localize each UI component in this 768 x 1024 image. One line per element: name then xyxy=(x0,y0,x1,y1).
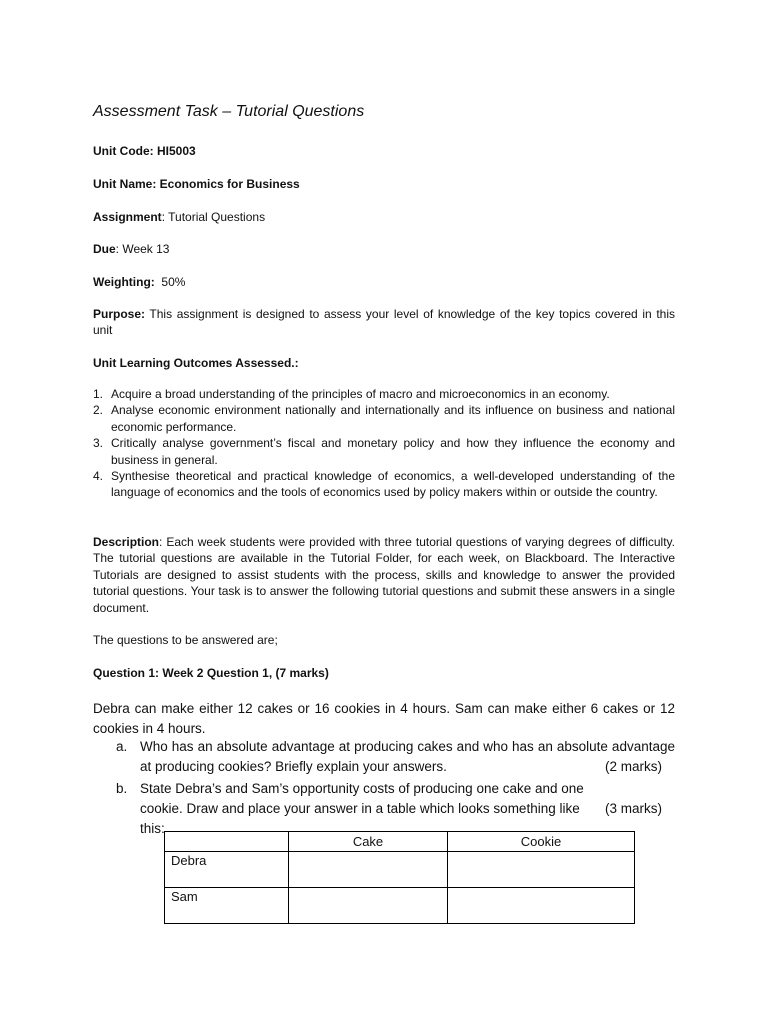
part-text: Who has an absolute advantage at producing cakes and who has an absolute advantage at producing cookies? Briefly explain your answers. xyxy=(140,739,675,774)
weighting-label: Weighting: xyxy=(93,275,155,289)
purpose xyxy=(93,306,675,339)
purpose-label: Purpose: xyxy=(93,307,146,321)
due-value: : Week 13 xyxy=(115,242,170,256)
outcome-text: Critically analyse government’s fiscal and monetary policy and how they influence the economy and business in general. xyxy=(111,436,675,467)
part-marks: (3 marks) xyxy=(605,801,662,816)
table-cell: Debra xyxy=(165,852,289,888)
outcome-number: 1. xyxy=(93,387,104,401)
outcome-item xyxy=(93,468,675,501)
part-letter: b. xyxy=(116,781,128,796)
outcome-number: 2. xyxy=(93,403,104,418)
table-cell xyxy=(289,888,448,924)
description xyxy=(93,534,675,616)
table-cell xyxy=(289,852,448,888)
purpose-value: This assignment is designed to assess your level of knowledge of the key topics covered in this unit xyxy=(93,307,675,338)
outcome-item xyxy=(93,435,675,468)
outcome-text: Synthesise theoretical and practical knowledge of economics, a well-developed understanding of the language of economics and the tools of economics used by policy makers within or outside the country. xyxy=(111,469,675,500)
table-row xyxy=(165,852,635,888)
assignment-label: Assignment xyxy=(93,210,162,224)
outcome-item xyxy=(93,402,675,435)
assignment-value: : Tutorial Questions xyxy=(161,210,266,224)
part-letter: a. xyxy=(116,739,128,754)
part-text: State Debra’s and Sam’s opportunity costs of producing one cake and one cookie. Draw and place your answer in a table which looks something like this: xyxy=(140,781,584,836)
assignment xyxy=(93,209,265,225)
outcomes-heading: Unit Learning Outcomes Assessed.: xyxy=(93,356,299,370)
table-cell: Sam xyxy=(165,888,289,924)
opportunity-cost-table xyxy=(164,831,635,924)
outcome-item xyxy=(93,386,675,402)
due-label: Due xyxy=(93,242,116,256)
description-label: Description xyxy=(93,535,160,549)
table-cell xyxy=(448,852,635,888)
unit-code: Unit Code: HI5003 xyxy=(93,144,196,158)
outcome-text: Analyse economic environment nationally and internationally and its influence on business and national economic performance. xyxy=(111,403,675,434)
weighting-value: 50% xyxy=(154,275,186,289)
table-header-cell: Cake xyxy=(289,832,448,852)
unit-name: Unit Name: Economics for Business xyxy=(93,177,300,191)
question1-part-b xyxy=(116,779,675,839)
outcome-text: Acquire a broad understanding of the principles of macro and microeconomics in an economy. xyxy=(111,387,610,401)
outcomes-list xyxy=(93,386,675,501)
description-value: : Each week students were provided with three tutorial questions of varying degrees of difficulty. The tutorial questions are available in the Tutorial Folder, for each week, on Blackboard. The Interactive Tutorials are designed to assist students with the process, skills and knowledge to answer the provided tutorial questions. Your task is to answer the following tutorial questions and submit these answers in a single document. xyxy=(93,535,675,615)
table-header-cell xyxy=(165,832,289,852)
outcome-number: 4. xyxy=(93,469,104,484)
question1-intro: Debra can make either 12 cakes or 16 cookies in 4 hours. Sam can make either 6 cakes or 12 cookies in 4 hours. xyxy=(93,701,675,736)
table-cell xyxy=(448,888,635,924)
table-row xyxy=(165,888,635,924)
table-header-row xyxy=(165,832,635,852)
questions-intro: The questions to be answered are; xyxy=(93,633,278,647)
weighting xyxy=(93,274,185,290)
question1-heading: Question 1: Week 2 Question 1, (7 marks) xyxy=(93,666,329,680)
page-title: Assessment Task – Tutorial Questions xyxy=(93,103,365,120)
due xyxy=(93,241,169,257)
question1-part-a xyxy=(116,737,675,777)
outcome-number: 3. xyxy=(93,436,104,451)
part-marks: (2 marks) xyxy=(605,759,662,774)
table-header-cell: Cookie xyxy=(448,832,635,852)
